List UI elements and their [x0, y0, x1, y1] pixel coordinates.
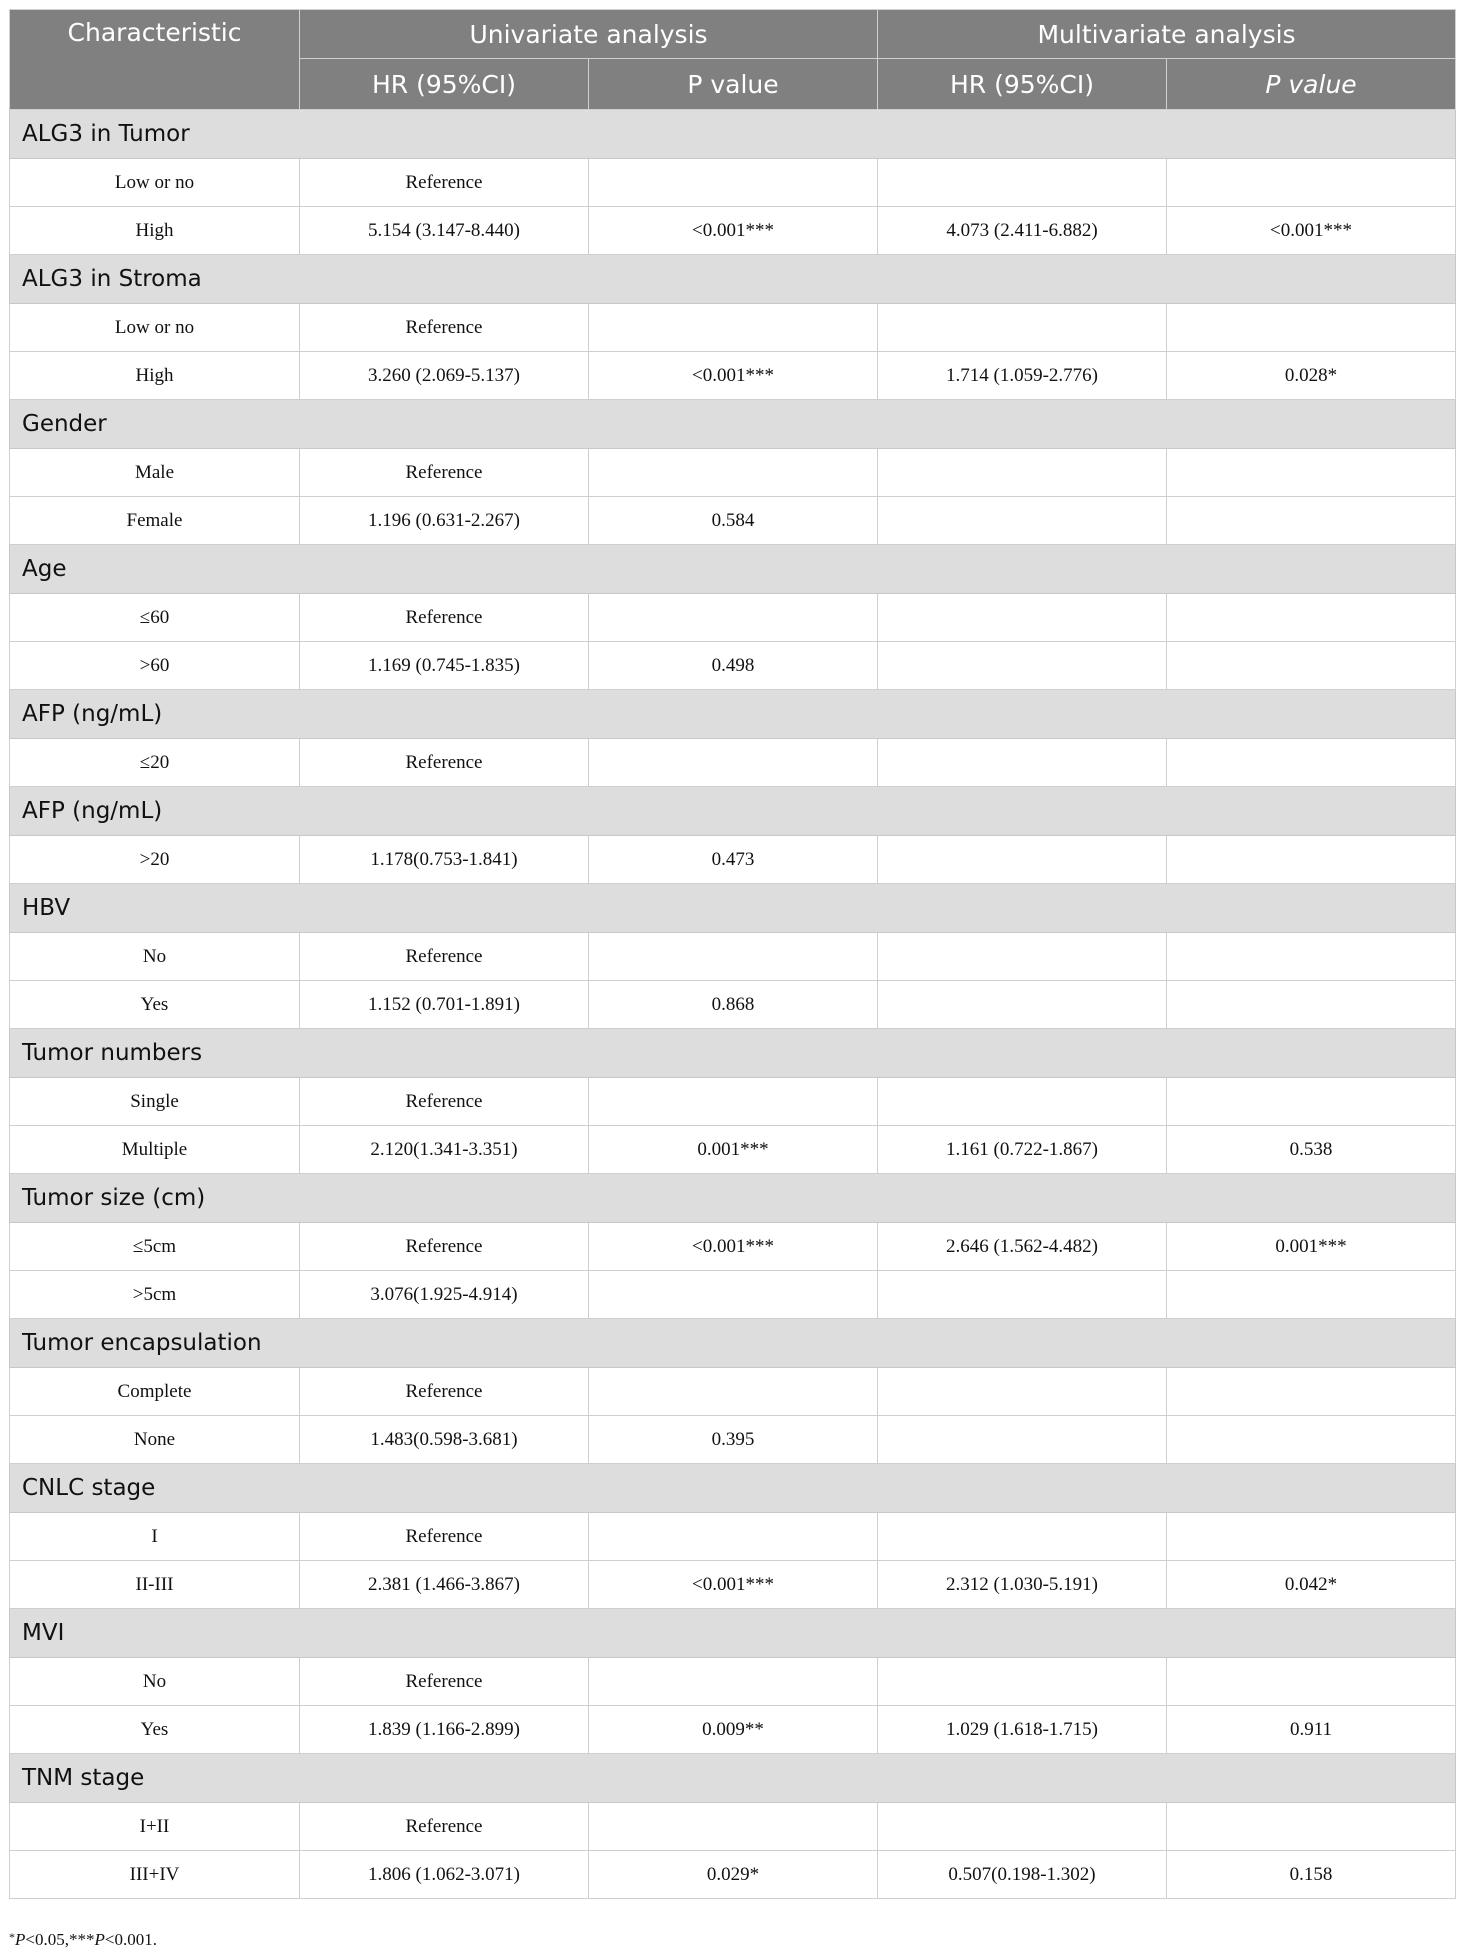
- row-label: ≤20: [10, 739, 300, 787]
- uni-hr-cell: 3.260 (2.069-5.137): [300, 352, 589, 400]
- multi-hr-cell: [878, 981, 1167, 1029]
- section-row: [10, 1029, 1456, 1078]
- uni-p-cell: 0.395: [589, 1416, 878, 1464]
- row-label: ≤60: [10, 594, 300, 642]
- row-label: Single: [10, 1078, 300, 1126]
- multi-hr-cell: [878, 449, 1167, 497]
- multi-hr-cell: [878, 159, 1167, 207]
- section-title: MVI: [10, 1609, 1456, 1658]
- uni-p-cell: [589, 1368, 878, 1416]
- multi-p-cell: [1167, 1513, 1456, 1561]
- section-title: HBV: [10, 884, 1456, 933]
- section-row: [10, 1174, 1456, 1223]
- uni-hr-cell: 1.806 (1.062-3.071): [300, 1851, 589, 1899]
- section-title: Age: [10, 545, 1456, 594]
- table-container: [9, 9, 1455, 1899]
- section-title: ALG3 in Tumor: [10, 110, 1456, 159]
- table-row: [10, 497, 1456, 545]
- multi-hr-cell: [878, 594, 1167, 642]
- multi-p-cell: 0.911: [1167, 1706, 1456, 1754]
- multi-hr-cell: [878, 739, 1167, 787]
- multi-p-cell: [1167, 739, 1456, 787]
- multi-hr-cell: [878, 642, 1167, 690]
- uni-p-cell: 0.009**: [589, 1706, 878, 1754]
- multi-p-cell: [1167, 933, 1456, 981]
- uni-p-cell: [589, 1658, 878, 1706]
- row-label: III+IV: [10, 1851, 300, 1899]
- row-label: Yes: [10, 981, 300, 1029]
- row-label: Low or no: [10, 159, 300, 207]
- uni-hr-cell: 1.196 (0.631-2.267): [300, 497, 589, 545]
- section-row: [10, 1464, 1456, 1513]
- uni-hr-cell: Reference: [300, 449, 589, 497]
- table-row: [10, 1126, 1456, 1174]
- row-label: Complete: [10, 1368, 300, 1416]
- multi-p-cell: [1167, 1368, 1456, 1416]
- section-row: [10, 690, 1456, 739]
- multi-p-cell: [1167, 981, 1456, 1029]
- section-row: [10, 255, 1456, 304]
- table-row: [10, 1416, 1456, 1464]
- section-row: [10, 1754, 1456, 1803]
- multi-p-cell: [1167, 642, 1456, 690]
- multi-p-cell: 0.538: [1167, 1126, 1456, 1174]
- uni-p-cell: <0.001***: [589, 1223, 878, 1271]
- section-row: [10, 545, 1456, 594]
- uni-hr-cell: Reference: [300, 159, 589, 207]
- uni-hr-cell: 2.381 (1.466-3.867): [300, 1561, 589, 1609]
- multi-hr-cell: [878, 1658, 1167, 1706]
- uni-p-cell: [589, 449, 878, 497]
- table-row: [10, 836, 1456, 884]
- header-multi-hr: HR (95%CI): [878, 59, 1167, 110]
- multi-p-cell: [1167, 449, 1456, 497]
- table-row: [10, 1561, 1456, 1609]
- header-multi-p: [1167, 59, 1456, 110]
- uni-p-cell: 0.029*: [589, 1851, 878, 1899]
- row-label: Low or no: [10, 304, 300, 352]
- multi-p-cell: [1167, 1658, 1456, 1706]
- uni-p-cell: 0.498: [589, 642, 878, 690]
- uni-p-cell: [589, 304, 878, 352]
- multi-hr-cell: 2.312 (1.030-5.191): [878, 1561, 1167, 1609]
- multi-hr-cell: [878, 1416, 1167, 1464]
- uni-p-cell: 0.584: [589, 497, 878, 545]
- section-title: CNLC stage: [10, 1464, 1456, 1513]
- multi-p-cell: 0.001***: [1167, 1223, 1456, 1271]
- table-row: [10, 1271, 1456, 1319]
- uni-hr-cell: Reference: [300, 1368, 589, 1416]
- section-row: [10, 110, 1456, 159]
- multi-hr-cell: [878, 836, 1167, 884]
- row-label: Female: [10, 497, 300, 545]
- multi-p-cell: [1167, 304, 1456, 352]
- table-header: [10, 10, 1456, 110]
- uni-p-cell: 0.473: [589, 836, 878, 884]
- uni-hr-cell: 1.483(0.598-3.681): [300, 1416, 589, 1464]
- footnote-p1: P: [15, 1930, 26, 1949]
- multi-p-cell: [1167, 159, 1456, 207]
- row-label: None: [10, 1416, 300, 1464]
- table-row: [10, 1658, 1456, 1706]
- section-title: Gender: [10, 400, 1456, 449]
- uni-p-cell: [589, 739, 878, 787]
- uni-hr-cell: Reference: [300, 739, 589, 787]
- row-label: No: [10, 933, 300, 981]
- multi-p-cell: 0.158: [1167, 1851, 1456, 1899]
- multi-hr-cell: 1.029 (1.618-1.715): [878, 1706, 1167, 1754]
- footnote-p2: P: [94, 1930, 105, 1949]
- table-row: [10, 739, 1456, 787]
- uni-hr-cell: Reference: [300, 1078, 589, 1126]
- uni-hr-cell: 1.169 (0.745-1.835): [300, 642, 589, 690]
- uni-hr-cell: Reference: [300, 1658, 589, 1706]
- row-label: II-III: [10, 1561, 300, 1609]
- multi-p-cell: [1167, 1271, 1456, 1319]
- uni-hr-cell: Reference: [300, 1513, 589, 1561]
- row-label: >20: [10, 836, 300, 884]
- table-row: [10, 1368, 1456, 1416]
- uni-hr-cell: Reference: [300, 304, 589, 352]
- uni-hr-cell: 1.839 (1.166-2.899): [300, 1706, 589, 1754]
- multi-p-cell: 0.028*: [1167, 352, 1456, 400]
- table-row: [10, 207, 1456, 255]
- section-row: [10, 1319, 1456, 1368]
- table-row: [10, 1513, 1456, 1561]
- uni-p-cell: <0.001***: [589, 1561, 878, 1609]
- multi-hr-cell: 2.646 (1.562-4.482): [878, 1223, 1167, 1271]
- footnote-t2: <0.001.: [104, 1930, 157, 1949]
- uni-p-cell: [589, 594, 878, 642]
- multi-hr-cell: [878, 1803, 1167, 1851]
- multi-p-cell: [1167, 1078, 1456, 1126]
- multi-hr-cell: [878, 1368, 1167, 1416]
- table-row: [10, 304, 1456, 352]
- uni-hr-cell: 2.120(1.341-3.351): [300, 1126, 589, 1174]
- header-characteristic: Characteristic: [10, 10, 300, 110]
- section-title: Tumor size (cm): [10, 1174, 1456, 1223]
- section-title: TNM stage: [10, 1754, 1456, 1803]
- table-row: [10, 594, 1456, 642]
- table-body: [10, 110, 1456, 1899]
- uni-hr-cell: 3.076(1.925-4.914): [300, 1271, 589, 1319]
- table-row: [10, 1851, 1456, 1899]
- row-label: Yes: [10, 1706, 300, 1754]
- uni-p-cell: [589, 159, 878, 207]
- uni-hr-cell: Reference: [300, 594, 589, 642]
- multi-p-cell: [1167, 1803, 1456, 1851]
- header-univariate: Univariate analysis: [300, 10, 878, 59]
- header-multivariate: Multivariate analysis: [878, 10, 1456, 59]
- uni-p-cell: <0.001***: [589, 207, 878, 255]
- multi-p-cell: [1167, 594, 1456, 642]
- row-label: >60: [10, 642, 300, 690]
- row-label: I+II: [10, 1803, 300, 1851]
- section-title: ALG3 in Stroma: [10, 255, 1456, 304]
- row-label: High: [10, 207, 300, 255]
- multi-hr-cell: [878, 1513, 1167, 1561]
- section-title: AFP (ng/mL): [10, 690, 1456, 739]
- multi-p-cell: [1167, 497, 1456, 545]
- multi-p-cell: [1167, 1416, 1456, 1464]
- row-label: I: [10, 1513, 300, 1561]
- footnote-t1: <0.05,***: [25, 1930, 95, 1949]
- multi-hr-cell: [878, 1078, 1167, 1126]
- uni-hr-cell: Reference: [300, 1223, 589, 1271]
- table-row: [10, 449, 1456, 497]
- table-row: [10, 1706, 1456, 1754]
- footnote-star: *: [9, 1930, 15, 1944]
- multi-hr-cell: 1.161 (0.722-1.867): [878, 1126, 1167, 1174]
- table-row: [10, 1223, 1456, 1271]
- table-row: [10, 642, 1456, 690]
- uni-p-cell: 0.001***: [589, 1126, 878, 1174]
- multi-hr-cell: [878, 933, 1167, 981]
- uni-p-cell: [589, 1271, 878, 1319]
- header-uni-hr: HR (95%CI): [300, 59, 589, 110]
- uni-p-cell: [589, 1078, 878, 1126]
- row-label: No: [10, 1658, 300, 1706]
- header-uni-p: P value: [589, 59, 878, 110]
- row-label: Male: [10, 449, 300, 497]
- table-row: [10, 159, 1456, 207]
- uni-p-cell: [589, 1803, 878, 1851]
- multi-p-cell: <0.001***: [1167, 207, 1456, 255]
- row-label: Multiple: [10, 1126, 300, 1174]
- uni-hr-cell: Reference: [300, 1803, 589, 1851]
- multi-hr-cell: [878, 304, 1167, 352]
- table-row: [10, 352, 1456, 400]
- footnote: [9, 1930, 157, 1950]
- row-label: High: [10, 352, 300, 400]
- section-row: [10, 787, 1456, 836]
- section-row: [10, 884, 1456, 933]
- table-row: [10, 933, 1456, 981]
- uni-p-cell: [589, 1513, 878, 1561]
- multi-hr-cell: 4.073 (2.411-6.882): [878, 207, 1167, 255]
- multi-hr-cell: [878, 1271, 1167, 1319]
- multi-hr-cell: 0.507(0.198-1.302): [878, 1851, 1167, 1899]
- uni-hr-cell: 5.154 (3.147-8.440): [300, 207, 589, 255]
- uni-hr-cell: 1.152 (0.701-1.891): [300, 981, 589, 1029]
- uni-hr-cell: Reference: [300, 933, 589, 981]
- section-title: AFP (ng/mL): [10, 787, 1456, 836]
- uni-p-cell: 0.868: [589, 981, 878, 1029]
- row-label: >5cm: [10, 1271, 300, 1319]
- table-row: [10, 981, 1456, 1029]
- row-label: ≤5cm: [10, 1223, 300, 1271]
- multi-hr-cell: [878, 497, 1167, 545]
- multi-hr-cell: 1.714 (1.059-2.776): [878, 352, 1167, 400]
- cox-regression-table: [9, 9, 1456, 1899]
- uni-p-cell: <0.001***: [589, 352, 878, 400]
- uni-p-cell: [589, 933, 878, 981]
- section-title: Tumor numbers: [10, 1029, 1456, 1078]
- uni-hr-cell: 1.178(0.753-1.841): [300, 836, 589, 884]
- multi-p-cell: [1167, 836, 1456, 884]
- section-row: [10, 1609, 1456, 1658]
- section-row: [10, 400, 1456, 449]
- section-title: Tumor encapsulation: [10, 1319, 1456, 1368]
- multi-p-cell: 0.042*: [1167, 1561, 1456, 1609]
- header-multi-p-text: P value: [1265, 69, 1357, 99]
- table-row: [10, 1803, 1456, 1851]
- table-row: [10, 1078, 1456, 1126]
